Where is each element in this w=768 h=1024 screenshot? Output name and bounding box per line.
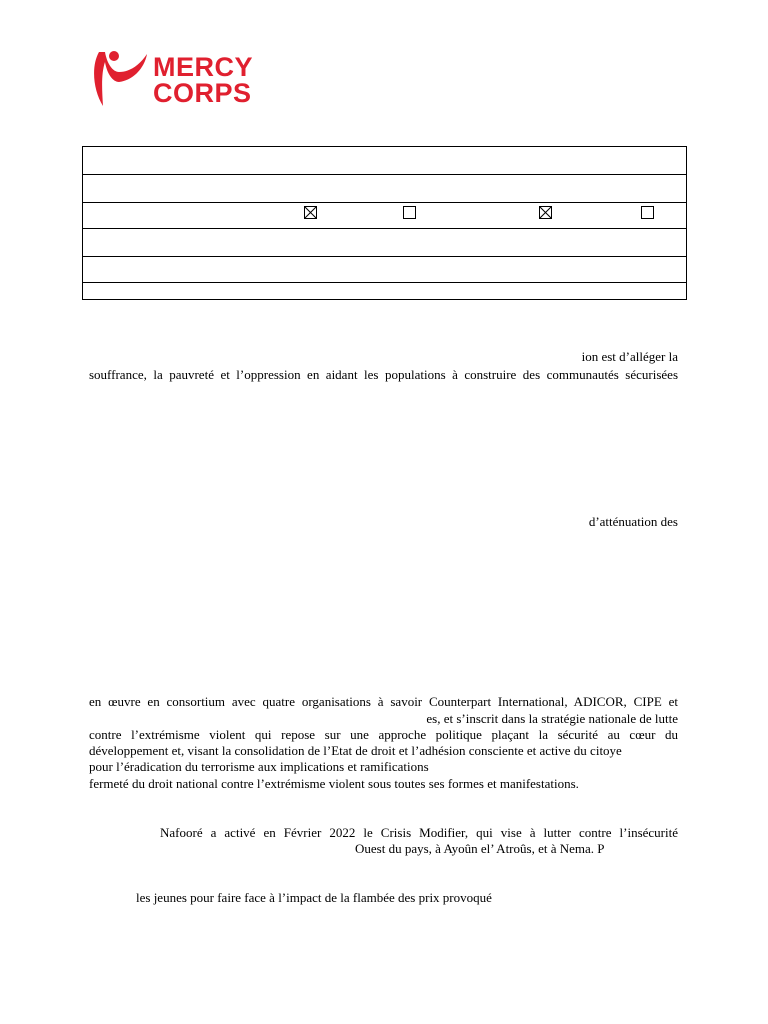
- p4-line2: Ouest du pays, à Ayoûn el’ Atroûs, et à Nema. P: [355, 841, 605, 856]
- p1-line2: souffrance, la pauvreté et l’oppression en aidant les populations à construire des communautés sécurisées: [89, 367, 678, 382]
- table-row: [83, 175, 687, 203]
- table-row: [83, 283, 687, 300]
- logo-line1: MERCY: [153, 52, 254, 82]
- p3-line4: développement et, visant la consolidation de l’Etat de droit et l’adhésion consciente et active du citoye: [89, 743, 622, 758]
- table-row: [83, 147, 687, 175]
- p2-line1: d’atténuation des: [588, 514, 678, 529]
- p3-line1: en œuvre en consortium avec quatre organisations à savoir Counterpart International, ADICOR, CIPE et: [89, 694, 678, 709]
- p1-line1: ion est d’alléger la: [581, 349, 678, 364]
- table-row: [83, 257, 687, 283]
- p4-line1: Nafooré a activé en Février 2022 le Crisis Modifier, qui vise à lutter contre l’insécurité: [160, 825, 678, 840]
- p3-line6: fermeté du droit national contre l’extrémisme violent sous toutes ses formes et manifestations.: [89, 776, 579, 791]
- logo-wordmark: [153, 54, 253, 106]
- mercy-corps-logo: [89, 44, 269, 110]
- checkbox-3[interactable]: [539, 206, 552, 219]
- checkbox-2[interactable]: [403, 206, 416, 219]
- p3-line5: pour l’éradication du terrorisme aux implications et ramifications: [89, 759, 429, 774]
- checkbox-x-mark-icon: [540, 207, 551, 218]
- p3-line2: es, et s’inscrit dans la stratégie nationale de lutte: [426, 711, 678, 726]
- checkbox-4[interactable]: [641, 206, 654, 219]
- form-table: [82, 146, 687, 300]
- mercy-corps-emblem-icon: [89, 44, 151, 110]
- p5-line1: les jeunes pour faire face à l’impact de la flambée des prix provoqué: [136, 890, 492, 905]
- p3-line3: contre l’extrémisme violent qui repose sur une approche politique plaçant la sécurité au cœur du: [89, 727, 678, 742]
- table-row-checkboxes: [83, 203, 687, 229]
- table-row: [83, 229, 687, 257]
- checkbox-1[interactable]: [304, 206, 317, 219]
- logo-line2: CORPS: [153, 78, 252, 108]
- checkbox-x-mark-icon: [305, 207, 316, 218]
